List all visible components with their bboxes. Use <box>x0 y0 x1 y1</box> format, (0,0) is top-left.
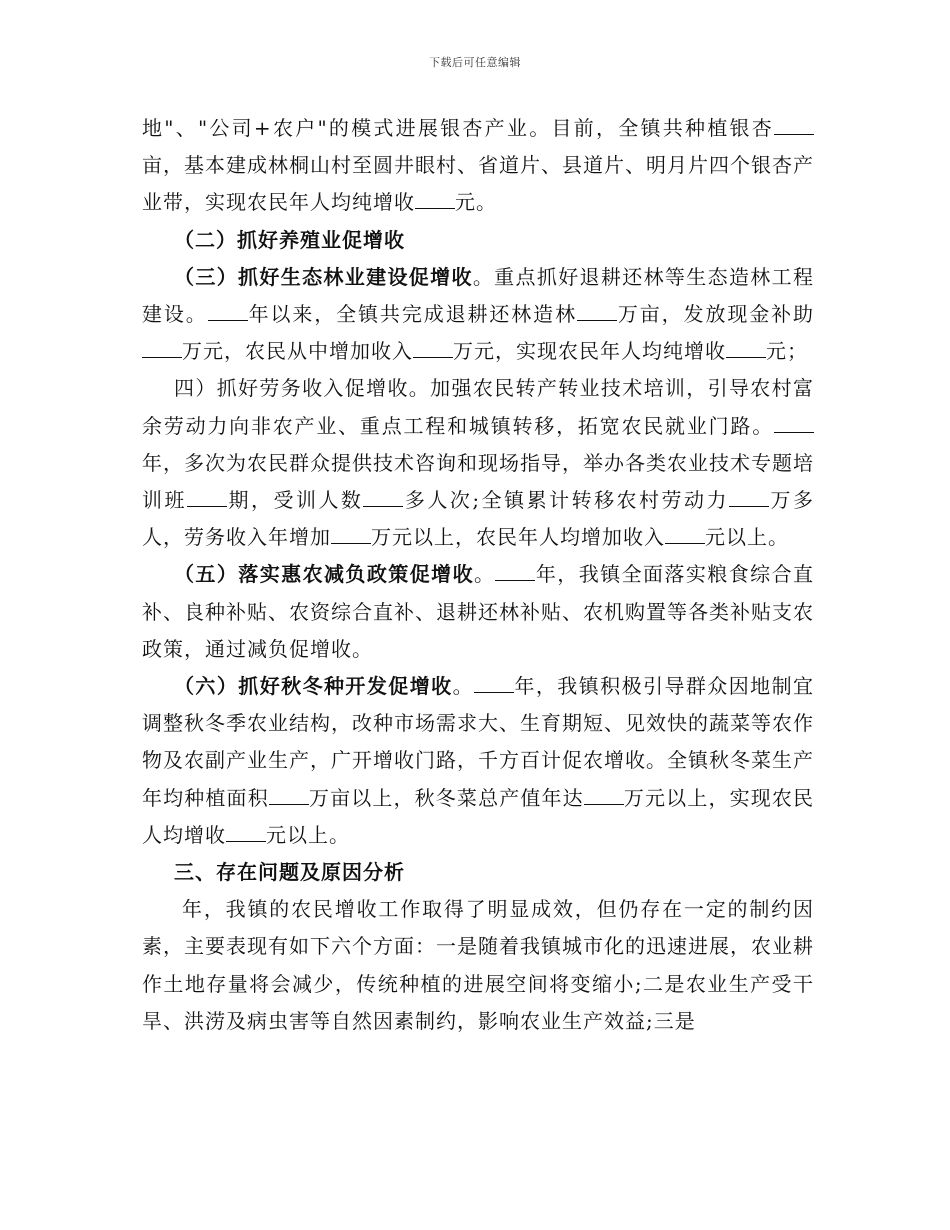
text-run: 年，我镇全面落实粮食综合直补、良种补贴、农资综合直补、退耕还林补贴、农机购置等各类补贴支农政策，通过减负促增收。 <box>142 562 815 661</box>
text-run: 四）抓好劳务收入促增收。加强农民转产转业技术培训，引导农村富余劳动力向非农产业、重点工程和城镇转移，拓宽农民就业门路。 <box>142 376 814 438</box>
text-run: 万亩，发放现金补助 <box>616 302 815 327</box>
paragraph-policy <box>142 556 814 668</box>
fill-blank <box>187 488 227 507</box>
fill-blank <box>584 786 624 805</box>
text-run: 万亩以上，秋冬菜总产值年达 <box>308 785 584 810</box>
fill-blank <box>363 488 403 507</box>
text-run: 年，我镇积极引导群众因地制宜调整秋冬季农业结构，改种市场需求大、生育期短、见效快的蔬菜等农作物及农副产业生产，广开增收门路，千方百计促农增收。全镇秋冬菜生产年均种植面积 <box>142 674 815 810</box>
inline-heading: （六）抓好秋冬种开发促增收 <box>174 674 453 699</box>
fill-blank <box>142 339 182 358</box>
text-run: 元。 <box>455 190 497 215</box>
paragraph-labor <box>142 370 814 556</box>
text-run: 亩，基本建成林桐山村至圆井眼村、省道片、县道片、明月片四个银杏产业带，实现农民年人均纯增收 <box>142 153 814 215</box>
fill-blank <box>577 302 617 321</box>
fill-blank <box>413 339 453 358</box>
fill-blank <box>415 190 455 209</box>
paragraph-ginkgo <box>142 110 814 222</box>
paragraph-autumn-winter <box>142 668 814 854</box>
paragraph-problems: 年，我镇的农民增收工作取得了明显成效，但仍存在一定的制约因素，主要表现有如下六个方面：一是随着我镇城市化的迅速进展，农业耕作土地存量将会减少，传统种植的进展空间将变缩小;二是农业生产受干旱、洪涝及病虫害等自然因素制约，影响农业生产效益;三是 <box>142 897 814 1033</box>
inline-heading: （三）抓好生态林业建设促增收 <box>174 264 473 289</box>
inline-heading: （五）落实惠农减负政策促增收 <box>174 562 474 587</box>
fill-blank <box>474 674 514 693</box>
fill-blank <box>208 302 248 321</box>
fill-blank <box>331 525 371 544</box>
fill-blank <box>774 116 814 135</box>
header-note: 下载后可任意编辑 <box>429 56 521 69</box>
fill-blank <box>226 823 266 842</box>
fill-blank <box>269 786 309 805</box>
text-run: 地"、"公司+农户"的模式进展银杏产业。目前，全镇共种植银杏 <box>142 116 774 140</box>
text-run: 元以上。 <box>266 822 350 847</box>
fill-blank <box>729 488 769 507</box>
text-run: 万元以上，农民年人均增加收入 <box>371 525 665 550</box>
document-body <box>142 110 814 1040</box>
text-run: 万元，农民从中增加收入 <box>182 339 413 364</box>
text-run: 年以来，全镇共完成退耕还林造林 <box>247 302 577 327</box>
fill-blank <box>726 339 766 358</box>
text-run: 元； <box>766 339 808 364</box>
paragraph-forestry <box>142 259 814 371</box>
text-run: 万元以上，实现农民人均增收 <box>142 785 815 847</box>
text-run: 期，受训人数 <box>226 488 364 513</box>
text-run: 年，多次为农民群众提供技术咨询和现场指导，举办各类农业技术专题培训班 <box>142 450 814 513</box>
text-run: 元以上。 <box>705 525 789 550</box>
text-run: 多人次;全镇累计转移农村劳动力 <box>403 488 730 513</box>
section-heading-problems: 三、存在问题及原因分析 <box>174 860 405 885</box>
text-run: 万元，实现农民年人均纯增收 <box>453 339 726 364</box>
text-run: 。 <box>474 562 496 587</box>
fill-blank <box>495 562 535 581</box>
text-run: 。重点抓好退耕还林等生态造林工程建设。 <box>142 264 815 327</box>
section-heading-breeding: （二）抓好养殖业促增收 <box>174 227 405 252</box>
fill-blank <box>665 525 705 544</box>
text-run: 万多人，劳务收入年增加 <box>142 488 814 550</box>
text-run: 。 <box>452 674 475 699</box>
fill-blank <box>774 414 814 433</box>
